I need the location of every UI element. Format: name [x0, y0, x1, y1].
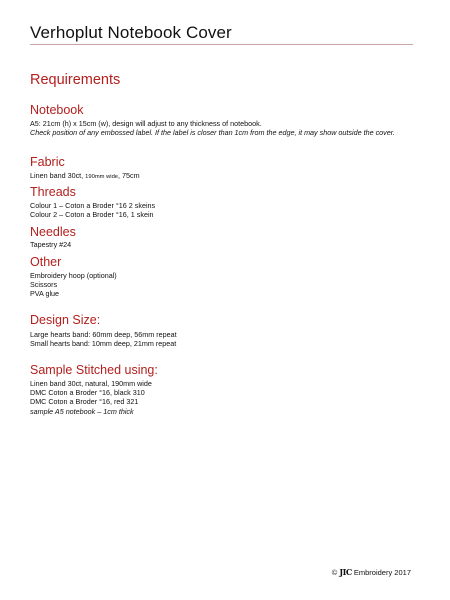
page-title: Verhoplut Notebook Cover	[30, 23, 232, 42]
sample-line: Linen band 30ct, natural, 190mm wide	[30, 379, 152, 388]
threads-heading: Threads	[30, 185, 76, 199]
title-divider	[30, 44, 413, 45]
design-size-section	[30, 330, 420, 348]
other-line: Embroidery hoop (optional)	[30, 271, 117, 280]
sample-note: sample A5 notebook – 1cm thick	[30, 406, 134, 416]
sample-line: DMC Coton a Broder °16, red 321	[30, 397, 139, 407]
needles-heading: Needles	[30, 225, 76, 239]
fabric-text-suffix: , 75cm	[118, 171, 140, 180]
sample-section	[30, 379, 420, 416]
copyright-symbol: ©	[331, 568, 338, 577]
other-line: PVA glue	[30, 289, 60, 299]
design-size-heading: Design Size:	[30, 313, 101, 327]
other-section	[30, 271, 420, 299]
footer-copyright	[0, 567, 411, 577]
footer-text: Embroidery 2017	[353, 568, 411, 577]
requirements-heading: Requirements	[30, 72, 121, 88]
needle-line: Tapestry #24	[30, 240, 72, 249]
fabric-heading: Fabric	[30, 155, 65, 169]
notebook-section	[30, 119, 420, 137]
fabric-text	[30, 171, 420, 182]
design-size-line: Small hearts band: 10mm deep, 21mm repeat	[30, 339, 177, 349]
other-heading: Other	[30, 255, 62, 269]
notebook-heading: Notebook	[30, 103, 84, 117]
thread-line: Colour 1 – Coton a Broder °16 2 skeins	[30, 201, 156, 210]
needles-section	[30, 240, 420, 249]
fabric-width-text: 190mm wide	[85, 174, 119, 180]
thread-line: Colour 2 – Coton a Broder °16, 1 skein	[30, 210, 154, 220]
threads-section	[30, 201, 420, 219]
brand-logo: JIC	[339, 567, 352, 577]
fabric-text-prefix: Linen band 30ct,	[30, 171, 86, 180]
design-size-line: Large hearts band: 60mm deep, 56mm repeat	[30, 330, 177, 339]
notebook-label-note: Check position of any embossed label. If the label is closer than 1cm from the edge, it may show outside the cover.	[30, 128, 395, 138]
notebook-size-text: A5: 21cm (h) x 15cm (w), design will adjust to any thickness of notebook.	[30, 119, 262, 128]
sample-heading: Sample Stitched using:	[30, 363, 158, 377]
other-line: Scissors	[30, 280, 58, 290]
fabric-section	[30, 171, 420, 182]
sample-line: DMC Coton a Broder °16, black 310	[30, 388, 145, 398]
